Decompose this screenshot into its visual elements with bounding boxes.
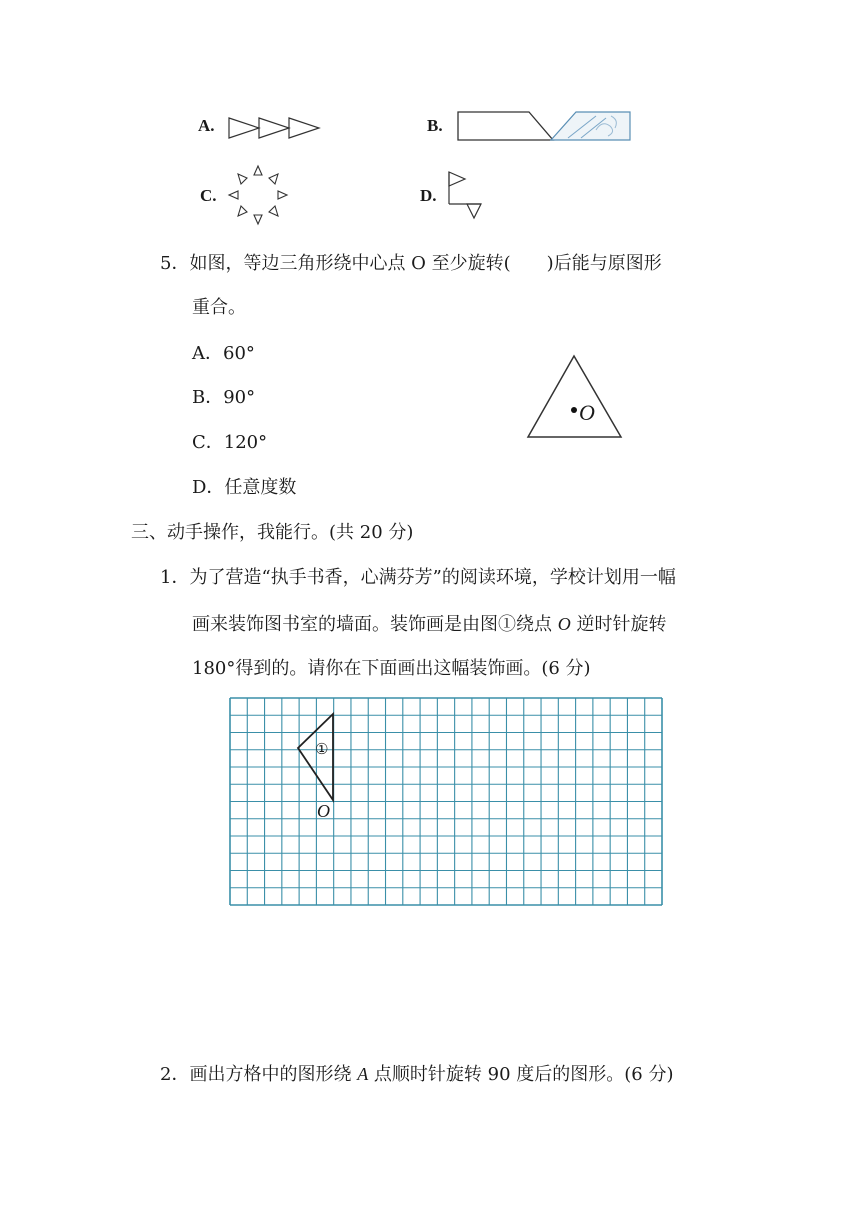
q1-line1-text: 为了营造“执手书香，心满芬芳”的阅读环境，学校计划用一幅 [189,567,676,588]
q5-stem-text: 如图，等边三角形绕中心点 O 至少旋转( )后能与原图形 [189,253,662,274]
q5-center-label: O [579,400,595,425]
q1-line3: 180°得到的。请你在下面画出这幅装饰画。(6 分) [192,658,591,679]
q1-figure-mark: ① [315,740,329,758]
q5-option-a: A．60° [192,343,255,364]
section3-heading: 三、动手操作，我能行。(共 20 分) [131,522,414,543]
q5-option-b: B．90° [192,387,256,408]
q2-number: 2． [160,1064,190,1085]
q2-line [160,1062,673,1087]
q5-stem-line2: 重合。 [192,297,246,318]
option-d-label: D. [420,186,437,205]
q1-point-o-label: O [317,801,330,821]
option-b-label: B. [427,116,443,135]
option-d-flag-figure [447,170,487,222]
q2-text-pre: 画出方格中的图形绕 [189,1064,358,1085]
q2-text-post: 点顺时针旋转 90 度后的图形。(6 分) [368,1064,674,1085]
q5-number: 5． [160,253,190,274]
q1-line2-post: 逆时针旋转 [570,614,667,635]
q1-line1 [160,566,676,590]
option-c-label: C. [200,186,217,205]
option-c-triangle-ring-figure [225,164,291,226]
q2-text-var: A [357,1064,369,1084]
q1-line2-var: O [557,614,571,634]
q5-option-d: D．任意度数 [192,477,297,498]
q5-option-c: C．120° [192,432,268,453]
q1-number: 1． [160,567,190,588]
q5-stem-line1 [160,252,662,276]
q1-line2-pre: 画来装饰图书室的墙面。装饰画是由图①绕点 [192,614,558,635]
q1-triangle-figure [229,697,663,907]
option-b-trapezoid-figure [456,110,636,144]
q1-line2 [192,612,666,637]
option-a-triangles-figure [228,115,323,139]
q5-equilateral-triangle-figure [526,354,626,440]
option-a-label: A. [198,116,215,135]
